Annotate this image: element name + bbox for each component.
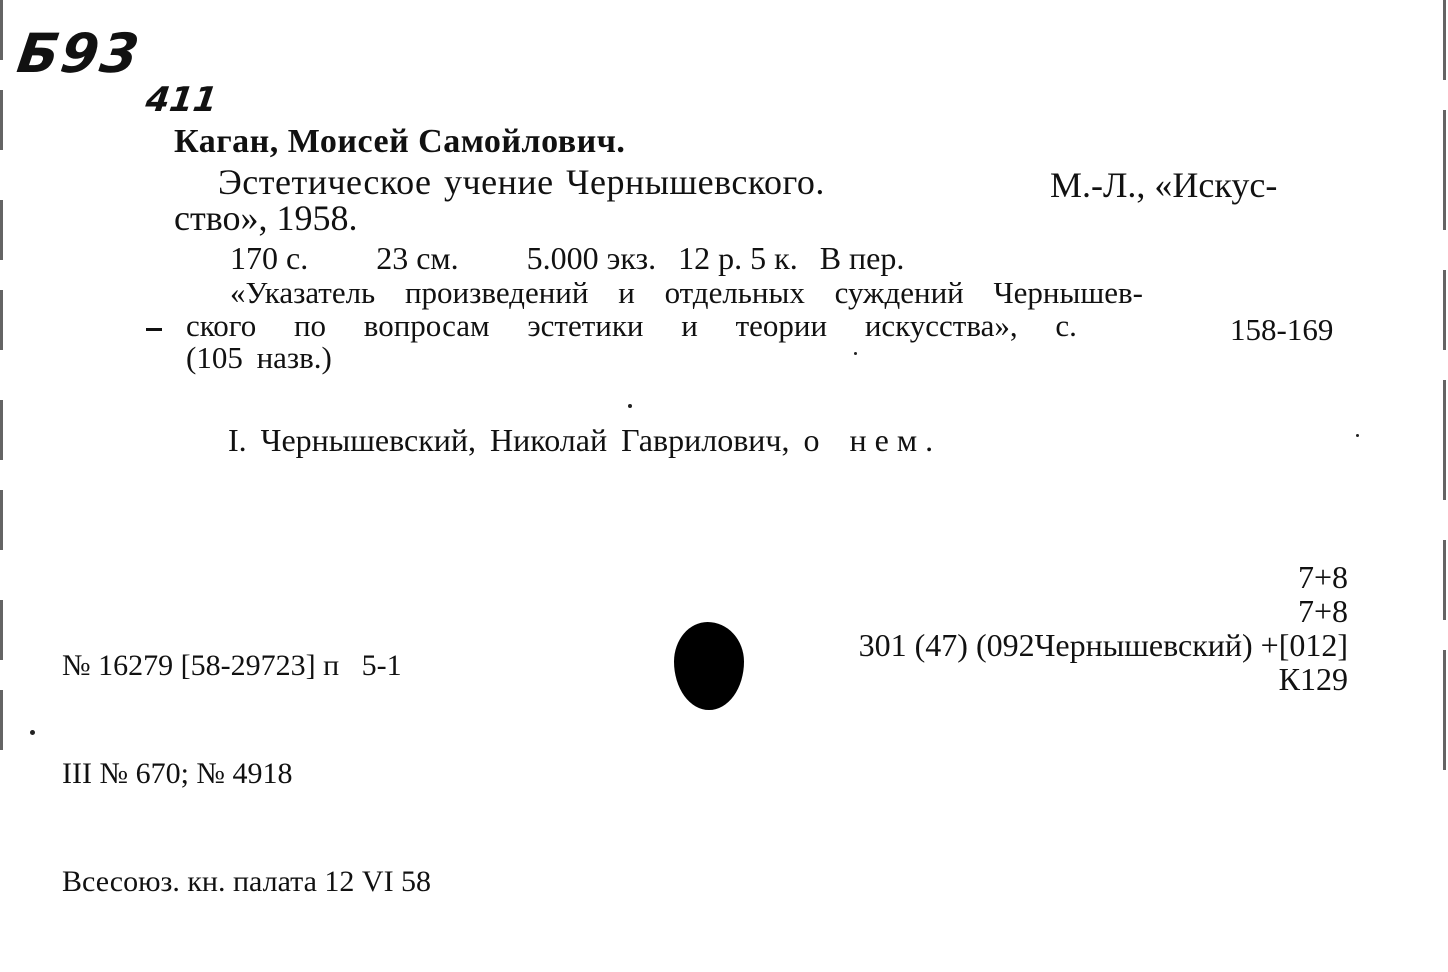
footer-left-line: III № 670; № 4918 bbox=[62, 757, 293, 790]
footer-left-line: Всесоюз. кн. палата 12 VI 58 bbox=[62, 865, 432, 898]
card-right-edge bbox=[1443, 0, 1446, 776]
scan-speck bbox=[30, 730, 35, 735]
scan-speck bbox=[1356, 434, 1359, 437]
publisher-imprint: М.-Л., «Искус- bbox=[1050, 165, 1278, 205]
scan-speck bbox=[854, 352, 857, 355]
physical-description bbox=[230, 240, 918, 276]
margin-dash-mark bbox=[146, 328, 162, 331]
book-size: 23 см. bbox=[376, 240, 459, 276]
book-title: Эстетическое учение Чернышевского. bbox=[218, 162, 825, 202]
footer-left-line: № 16279 [58-29723] п 5-1 bbox=[62, 649, 402, 682]
footer-right-line: 301 (47) (092Чернышевский) +[012] bbox=[858, 627, 1348, 663]
ink-blot bbox=[674, 622, 744, 710]
copies-count: 5.000 экз. bbox=[526, 240, 657, 276]
handwritten-shelf-mark: Б93 bbox=[13, 22, 145, 85]
subject-qualifier: о нем. bbox=[803, 422, 942, 458]
author-heading: Каган, Моисей Самойлович. bbox=[174, 123, 626, 160]
scan-speck bbox=[628, 404, 632, 408]
note-line-3: (105 назв.) bbox=[186, 340, 332, 375]
note-pages: 158-169 bbox=[1230, 312, 1334, 347]
card-left-edge bbox=[0, 0, 3, 776]
footer-right-line: 7+8 bbox=[1297, 559, 1348, 595]
handwritten-shelf-sub: 411 bbox=[143, 80, 220, 120]
subject-name: I. Чернышевский, Николай Гаврилович, bbox=[228, 422, 790, 458]
binding: В пер. bbox=[819, 240, 905, 276]
publisher-year: ство», 1958. bbox=[174, 198, 358, 238]
footer-registration bbox=[62, 576, 431, 972]
page-count: 170 с. bbox=[230, 240, 309, 276]
footer-right-line: 7+8 bbox=[1297, 593, 1348, 629]
note-line-1: «Указатель произведений и отдельных суждений Чернышев- bbox=[230, 275, 1143, 310]
note-line-2: ского по вопросам эстетики и теории искусства», с. bbox=[186, 308, 1077, 343]
footer-classification bbox=[859, 560, 1348, 696]
subject-heading bbox=[228, 422, 941, 458]
price: 12 р. 5 к. bbox=[678, 240, 798, 276]
footer-right-line: К129 bbox=[1278, 661, 1348, 697]
